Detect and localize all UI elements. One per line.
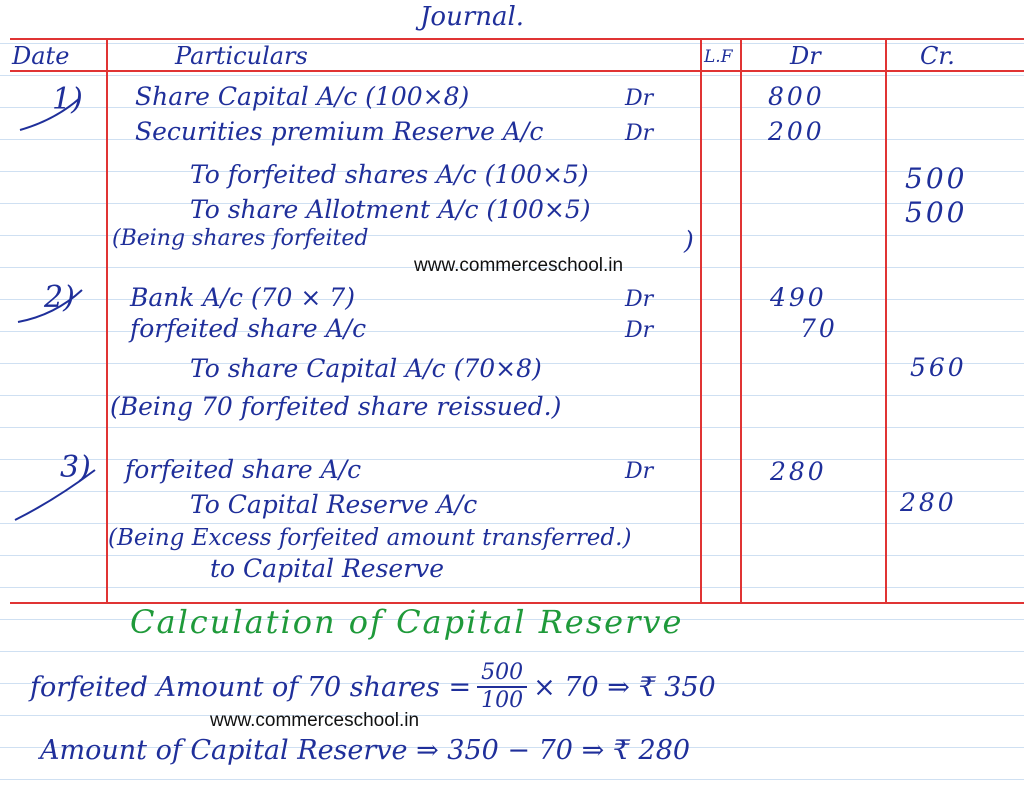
entry-1-line-1-dr-mark: Dr — [625, 86, 654, 111]
entry-3-narration-line-1: (Being Excess forfeited amount transferred.) — [108, 525, 632, 551]
journal-title: Journal. — [420, 2, 525, 32]
header-top-rule — [10, 38, 1024, 40]
lf-column-right-rule — [740, 38, 742, 604]
header-cr: Cr. — [920, 42, 955, 70]
entry-1-line-2-dr-amount: 200 — [768, 117, 825, 146]
entry-1-line-4: To share Allotment A/c (100×5) — [190, 195, 591, 224]
entry-1-line-4-cr-amount: 500 — [905, 196, 968, 229]
header-date: Date — [12, 42, 70, 70]
entry-1-line-1-dr-amount: 800 — [768, 82, 825, 111]
header-dr: Dr — [790, 42, 821, 70]
pen-stroke-decoration — [0, 90, 110, 610]
entry-3-narration-line-2: to Capital Reserve — [210, 554, 445, 583]
entry-3-number: 3) — [60, 450, 91, 485]
entry-2-number: 2) — [44, 280, 75, 315]
calculation-line-2: Amount of Capital Reserve ⇒ 350 − 70 ⇒ ₹ 280 — [40, 735, 691, 766]
entry-3-line-1: forfeited share A/c — [125, 455, 362, 484]
entry-2-line-3: To share Capital A/c (70×8) — [190, 354, 542, 383]
dr-column-right-rule — [885, 38, 887, 604]
watermark-2: www.commerceschool.in — [210, 710, 420, 731]
entry-3-line-2: To Capital Reserve A/c — [190, 490, 478, 519]
entry-1-number: 1) — [52, 82, 83, 117]
entry-3-line-1-dr-mark: Dr — [625, 459, 654, 484]
calculation-line-1-result: × 70 ⇒ ₹ 350 — [533, 671, 716, 703]
entry-1-line-2: Securities premium Reserve A/c — [135, 117, 544, 146]
entry-1-line-2-dr-mark: Dr — [625, 121, 654, 146]
entry-1-line-1: Share Capital A/c (100×8) — [135, 82, 470, 111]
header-lf: L.F — [704, 47, 733, 67]
lf-column-left-rule — [700, 38, 702, 604]
calculation-line-1-label: forfeited Amount of 70 shares = — [30, 671, 472, 703]
entry-2-line-2-dr-mark: Dr — [625, 318, 654, 343]
entry-2-line-1: Bank A/c (70 × 7) — [130, 283, 355, 312]
header-particulars: Particulars — [175, 42, 308, 70]
fraction-denominator: 100 — [481, 688, 524, 713]
entry-1-narration-close: ) — [684, 226, 694, 255]
calculation-line-1 — [30, 660, 716, 714]
entry-1-line-3-cr-amount: 500 — [905, 162, 968, 195]
entry-2-line-2: forfeited share A/c — [130, 314, 367, 343]
calculation-fraction — [477, 660, 527, 714]
calculation-title: Calculation of Capital Reserve — [130, 603, 684, 641]
entry-1-narration-open: (Being shares forfeited — [112, 226, 369, 251]
entry-3-line-2-cr-amount: 280 — [900, 488, 957, 517]
header-bottom-rule — [10, 70, 1024, 72]
entry-2-line-1-dr-amount: 490 — [770, 283, 827, 312]
fraction-numerator: 500 — [477, 660, 527, 688]
entry-2-line-2-dr-amount: 70 — [800, 314, 838, 343]
entry-2-line-3-cr-amount: 560 — [910, 353, 967, 382]
watermark-1: www.commerceschool.in — [414, 255, 624, 276]
entry-3-line-1-dr-amount: 280 — [770, 457, 827, 486]
entry-2-line-1-dr-mark: Dr — [625, 287, 654, 312]
entry-1-line-3: To forfeited shares A/c (100×5) — [190, 160, 589, 189]
entry-2-narration: (Being 70 forfeited share reissued.) — [110, 392, 562, 421]
